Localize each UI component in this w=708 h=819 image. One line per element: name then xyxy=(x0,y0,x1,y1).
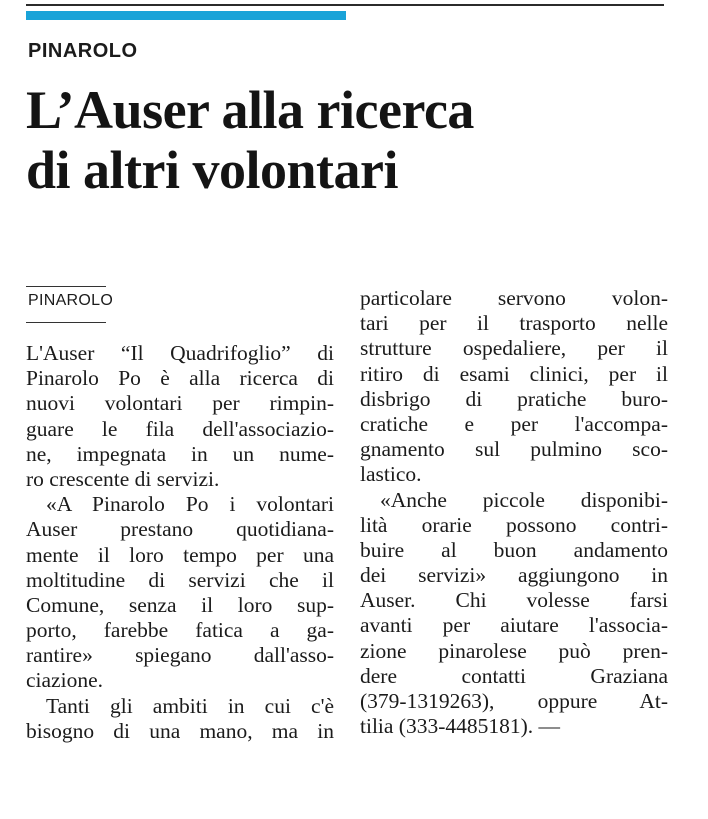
text-line: ciazione. xyxy=(26,668,103,693)
text-line: moltitudine di servizi che il xyxy=(26,567,334,592)
text-line: «Anche piccole disponibi- xyxy=(380,487,668,512)
text-line: bisogno di una mano, ma in xyxy=(26,718,334,743)
text-line: particolare servono volon- xyxy=(360,286,668,310)
section-label: PINAROLO xyxy=(28,40,138,62)
headline-line: di altri volontari xyxy=(26,140,398,200)
text-line: ro crescente di servizi. xyxy=(26,466,220,491)
text-line: «A Pinarolo Po i volontari xyxy=(46,492,334,517)
text-line: guare le fila dell'associazio- xyxy=(26,416,334,441)
text-line: avanti per aiutare l'associa- xyxy=(360,613,668,638)
text-line: ritiro di esami clinici, per il xyxy=(360,361,668,386)
headline xyxy=(26,80,686,200)
text-line: Comune, senza il loro sup- xyxy=(26,592,334,617)
text-line: L'Auser “Il Quadrifoglio” di xyxy=(26,341,334,365)
dateline: PINAROLO xyxy=(28,292,114,309)
text-line: zione pinarolese può pren- xyxy=(360,638,668,663)
text-line: (379-1319263), oppure At- xyxy=(360,689,668,713)
dateline-rule-bottom xyxy=(26,322,106,323)
text-line: tilia (333-4485181). — xyxy=(360,714,561,739)
dateline-rule-top xyxy=(26,286,106,287)
text-line: Tanti gli ambiti in cui c'è xyxy=(46,693,334,718)
article-column-1 xyxy=(26,341,334,744)
text-line: rantire» spiegano dall'asso- xyxy=(26,643,334,668)
text-line: dere contatti Graziana xyxy=(360,663,668,688)
text-line: lastico. xyxy=(360,462,422,487)
article-column-2 xyxy=(360,286,668,739)
text-line: porto, farebbe fatica a ga- xyxy=(26,618,334,643)
text-line: tari per il trasporto nelle xyxy=(360,311,668,336)
text-line: buire al buon andamento xyxy=(360,537,668,562)
text-line: lità orarie possono contri- xyxy=(360,512,668,537)
text-line: Auser prestano quotidiana- xyxy=(26,517,334,542)
headline-line: L’Auser alla ricerca xyxy=(26,80,474,140)
text-line: dei servizi» aggiungono in xyxy=(360,563,668,588)
text-line: cratiche e per l'accompa- xyxy=(360,411,668,436)
text-line: gnamento sul pulmino sco- xyxy=(360,437,668,462)
accent-bar xyxy=(26,11,346,20)
text-line: Auser. Chi volesse farsi xyxy=(360,588,668,613)
text-line: strutture ospedaliere, per il xyxy=(360,336,668,361)
text-line: mente il loro tempo per una xyxy=(26,542,334,567)
top-rule xyxy=(26,4,664,6)
text-line: nuovi volontari per rimpin- xyxy=(26,391,334,416)
text-line: disbrigo di pratiche buro- xyxy=(360,386,668,411)
text-line: Pinarolo Po è alla ricerca di xyxy=(26,366,334,391)
text-line: ne, impegnata in un nume- xyxy=(26,441,334,466)
